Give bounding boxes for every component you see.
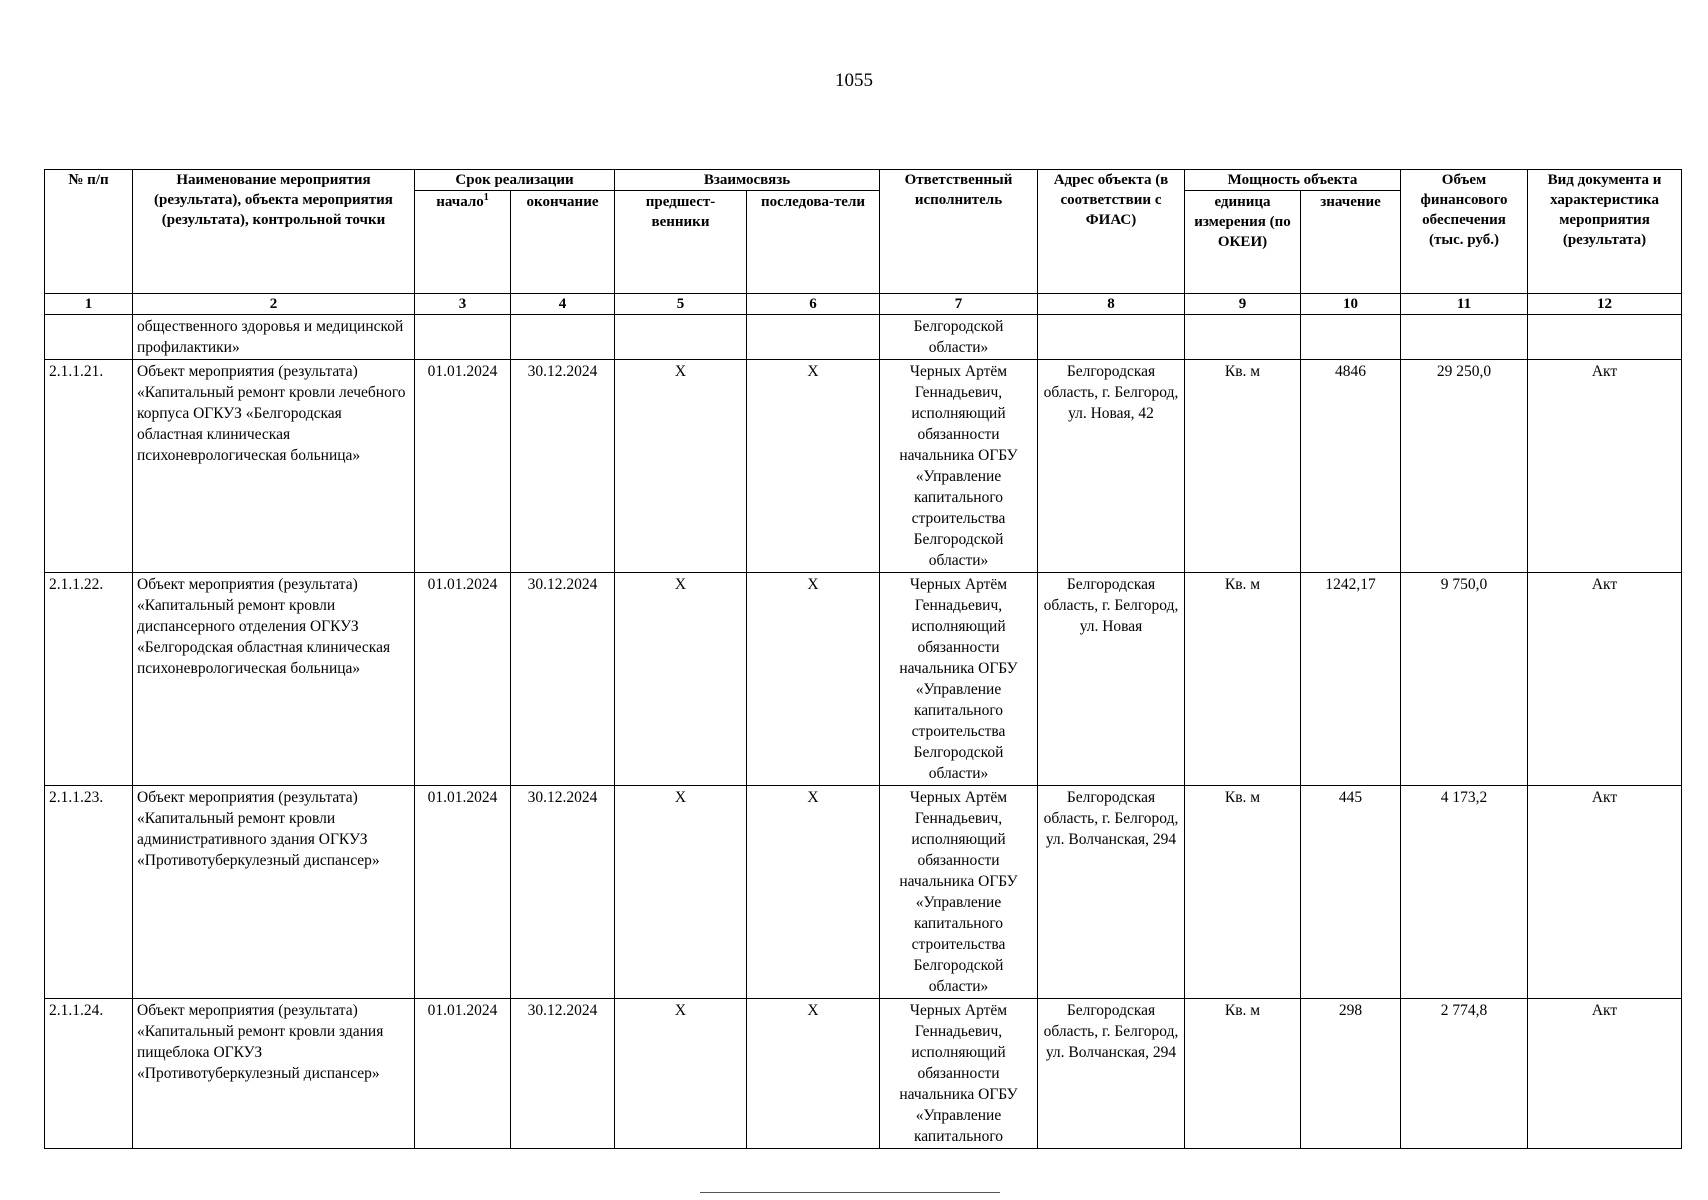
- page-number: 1055: [835, 70, 873, 91]
- cell-funding: [1401, 315, 1528, 360]
- column-number: 3: [415, 294, 511, 315]
- cell-address: Белгородская область, г. Белгород, ул. Новая: [1038, 573, 1185, 786]
- column-number: 10: [1301, 294, 1401, 315]
- cell-end: 30.12.2024: [511, 999, 615, 1149]
- header-name: Наименование мероприятия (результата), объекта мероприятия (результата), контрольной точки: [133, 170, 415, 294]
- table-row: [45, 573, 1682, 786]
- header-successors: последова-тели: [747, 191, 880, 294]
- column-number: 6: [747, 294, 880, 315]
- header-predecessors: предшест-венники: [615, 191, 747, 294]
- cell-start: 01.01.2024: [415, 573, 511, 786]
- cell-responsible: Черных Артём Геннадьевич, исполняющий обязанности начальника ОГБУ «Управление капитального: [880, 999, 1038, 1149]
- column-number: 11: [1401, 294, 1528, 315]
- column-number: 2: [133, 294, 415, 315]
- header-responsible: Ответственный исполнитель: [880, 170, 1038, 294]
- cell-unit: Кв. м: [1185, 786, 1301, 999]
- cell-funding: 9 750,0: [1401, 573, 1528, 786]
- header-period-group: Срок реализации: [415, 170, 615, 191]
- cell-succ: [747, 315, 880, 360]
- cell-address: Белгородская область, г. Белгород, ул. Новая, 42: [1038, 360, 1185, 573]
- cell-pred: Х: [615, 360, 747, 573]
- cell-address: [1038, 315, 1185, 360]
- cell-no: 2.1.1.22.: [45, 573, 133, 786]
- cell-doc: Акт: [1528, 360, 1682, 573]
- cell-succ: Х: [747, 999, 880, 1149]
- cell-pred: Х: [615, 999, 747, 1149]
- cell-name: Объект мероприятия (результата) «Капитальный ремонт кровли административного здания ОГКУЗ «Противотуберкулезный диспансер»: [133, 786, 415, 999]
- column-number: 5: [615, 294, 747, 315]
- cell-responsible: Черных Артём Геннадьевич, исполняющий обязанности начальника ОГБУ «Управление капитального строительства Белгородской области»: [880, 573, 1038, 786]
- cell-start: 01.01.2024: [415, 786, 511, 999]
- cell-doc: [1528, 315, 1682, 360]
- cell-unit: Кв. м: [1185, 573, 1301, 786]
- column-number: 7: [880, 294, 1038, 315]
- cell-unit: Кв. м: [1185, 999, 1301, 1149]
- header-end: окончание: [511, 191, 615, 294]
- table-row: [45, 999, 1682, 1149]
- header-funding: Объем финансового обеспечения (тыс. руб.): [1401, 170, 1528, 294]
- cell-name: Объект мероприятия (результата) «Капитальный ремонт кровли лечебного корпуса ОГКУЗ «Белгородская областная клиническая психоневрологическая больница»: [133, 360, 415, 573]
- cell-doc: Акт: [1528, 786, 1682, 999]
- cell-succ: Х: [747, 573, 880, 786]
- cell-address: Белгородская область, г. Белгород, ул. Волчанская, 294: [1038, 999, 1185, 1149]
- header-start: [415, 191, 511, 294]
- cell-value: [1301, 315, 1401, 360]
- cell-funding: 2 774,8: [1401, 999, 1528, 1149]
- table-row: [45, 786, 1682, 999]
- cell-funding: 4 173,2: [1401, 786, 1528, 999]
- cell-name: Объект мероприятия (результата) «Капитальный ремонт кровли диспансерного отделения ОГКУЗ «Белгородская областная клиническая психоневрологическая больница»: [133, 573, 415, 786]
- header-start-label: начало: [436, 194, 484, 210]
- cell-responsible: Белгородской области»: [880, 315, 1038, 360]
- cell-end: 30.12.2024: [511, 786, 615, 999]
- activities-table: [44, 169, 1682, 1149]
- cell-pred: Х: [615, 573, 747, 786]
- cell-start: 01.01.2024: [415, 360, 511, 573]
- cell-pred: Х: [615, 786, 747, 999]
- cell-doc: Акт: [1528, 999, 1682, 1149]
- cell-no: 2.1.1.24.: [45, 999, 133, 1149]
- table-row: [45, 360, 1682, 573]
- column-number: 1: [45, 294, 133, 315]
- cell-funding: 29 250,0: [1401, 360, 1528, 573]
- cell-doc: Акт: [1528, 573, 1682, 786]
- cell-no: 2.1.1.21.: [45, 360, 133, 573]
- header-value: значение: [1301, 191, 1401, 294]
- header-capacity-group: Мощность объекта: [1185, 170, 1401, 191]
- cell-no: [45, 315, 133, 360]
- cell-name: общественного здоровья и медицинской профилактики»: [133, 315, 415, 360]
- cell-no: 2.1.1.23.: [45, 786, 133, 999]
- cell-end: [511, 315, 615, 360]
- column-number: 8: [1038, 294, 1185, 315]
- cell-value: 445: [1301, 786, 1401, 999]
- cell-address: Белгородская область, г. Белгород, ул. Волчанская, 294: [1038, 786, 1185, 999]
- cell-value: 298: [1301, 999, 1401, 1149]
- column-number: 9: [1185, 294, 1301, 315]
- header-start-footnote: 1: [483, 192, 489, 203]
- header-address: Адрес объекта (в соответствии с ФИАС): [1038, 170, 1185, 294]
- header-unit: единица измерения (по ОКЕИ): [1185, 191, 1301, 294]
- cell-start: 01.01.2024: [415, 999, 511, 1149]
- cell-end: 30.12.2024: [511, 360, 615, 573]
- cell-name: Объект мероприятия (результата) «Капитальный ремонт кровли здания пищеблока ОГКУЗ «Противотуберкулезный диспансер»: [133, 999, 415, 1149]
- cell-pred: [615, 315, 747, 360]
- cell-unit: Кв. м: [1185, 360, 1301, 573]
- column-number: 12: [1528, 294, 1682, 315]
- cell-succ: Х: [747, 786, 880, 999]
- footer-rule: [700, 1192, 1000, 1193]
- column-number: 4: [511, 294, 615, 315]
- table-row-continuation: [45, 315, 1682, 360]
- cell-unit: [1185, 315, 1301, 360]
- cell-start: [415, 315, 511, 360]
- header-link-group: Взаимосвязь: [615, 170, 880, 191]
- cell-responsible: Черных Артём Геннадьевич, исполняющий обязанности начальника ОГБУ «Управление капитального строительства Белгородской области»: [880, 786, 1038, 999]
- cell-responsible: Черных Артём Геннадьевич, исполняющий обязанности начальника ОГБУ «Управление капитального строительства Белгородской области»: [880, 360, 1038, 573]
- header-doc: Вид документа и характеристика мероприятия (результата): [1528, 170, 1682, 294]
- cell-value: 1242,17: [1301, 573, 1401, 786]
- cell-succ: Х: [747, 360, 880, 573]
- header-no: № п/п: [45, 170, 133, 294]
- cell-value: 4846: [1301, 360, 1401, 573]
- cell-end: 30.12.2024: [511, 573, 615, 786]
